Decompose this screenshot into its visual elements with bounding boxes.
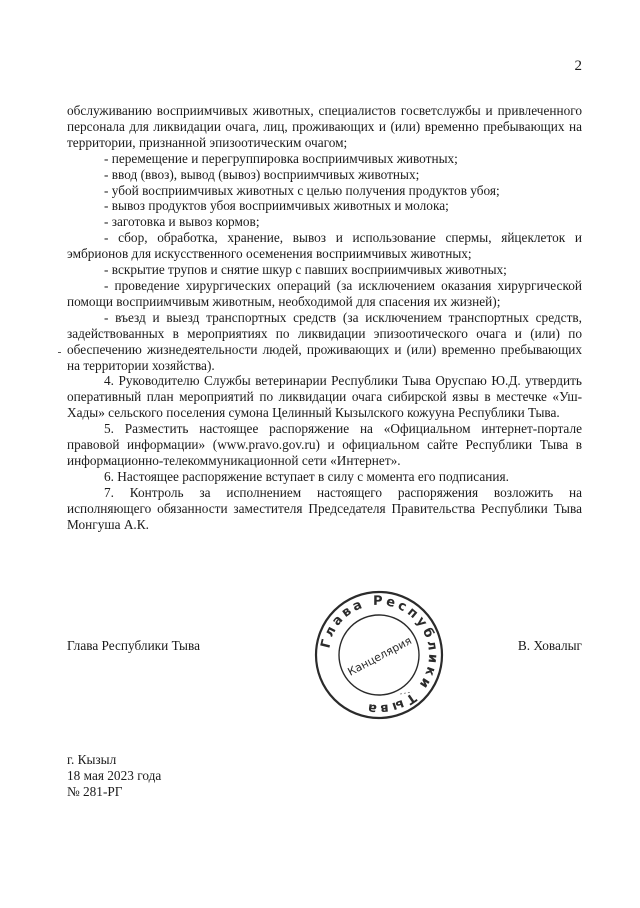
paragraph: обслуживанию восприимчивых животных, специалистов госветслужбы и привлеченного персонала для ликвидации очага, лиц, проживающих и (или) временно пребывающих на территории, признанной эпизоотическим очагом; <box>67 103 582 150</box>
paragraph-item-6: 6. Настоящее распоряжение вступает в силу с момента его подписания. <box>104 468 509 484</box>
stamp-center-text: Канцелярия <box>345 634 414 679</box>
document-number: № 281-РГ <box>67 784 123 799</box>
page-number: 2 <box>574 58 582 74</box>
margin-mark <box>58 352 61 353</box>
issue-date: 18 мая 2023 года <box>67 768 162 783</box>
list-item: - ввод (ввоз), вывод (вывоз) восприимчивых животных; <box>104 166 420 182</box>
list-item: - проведение хирургических операций (за исключением оказания хирургической помощи восприимчивым животным, необходимой для спасения их жизней); <box>67 277 582 309</box>
paragraph-item-4: 4. Руководителю Службы ветеринарии Республики Тыва Оруспаю Ю.Д. утвердить оперативный план мероприятий по ликвидации очага сибирской язвы в местечке «Уш-Хады» сельского поселения сумона Целинный Кызылского кожууна Республики Тыва. <box>67 373 582 421</box>
paragraph-item-5: 5. Разместить настоящее распоряжение на «Официальном интернет-портале правовой информации» (www.pravo.gov.ru) и официальном сайте Республики Тыва в информационно-телекоммуникационной сети «Интернет». <box>67 421 582 468</box>
official-stamp <box>312 588 446 722</box>
signatory-title: Глава Республики Тыва <box>67 638 200 653</box>
signatory-name: В. Ховалыг <box>517 638 582 653</box>
issue-city: г. Кызыл <box>67 752 117 767</box>
stamp-ring-text: Глава Республики Тыва <box>318 593 441 717</box>
list-item: - въезд и выезд транспортных средств (за исключением транспортных средств, задействованных в мероприятиях по ликвидации эпизоотического очага и (или) по обеспечению жизнедеятельности людей, проживающих и (или) временно пребывающих на территории хозяйства). <box>67 309 582 373</box>
list-item: - вывоз продуктов убоя восприимчивых животных и молока; <box>104 198 449 214</box>
list-item: - вскрытие трупов и снятие шкур с павших восприимчивых животных; <box>104 262 507 278</box>
paragraph-item-7: 7. Контроль за исполнением настоящего распоряжения возложить на исполняющего обязанности заместителя Председателя Правительства Республики Тыва Монгуша А.К. <box>67 484 582 532</box>
list-item: - сбор, обработка, хранение, вывоз и использование спермы, яйцеклеток и эмбрионов для искусственного осеменения восприимчивых животных; <box>67 230 582 262</box>
list-item: - перемещение и перегруппировка восприимчивых животных; <box>104 150 458 166</box>
list-item: - заготовка и вывоз кормов; <box>104 214 260 230</box>
document-footer <box>67 752 161 800</box>
list-item: - убой восприимчивых животных с целью получения продуктов убоя; <box>104 182 500 198</box>
document-body <box>67 103 582 532</box>
